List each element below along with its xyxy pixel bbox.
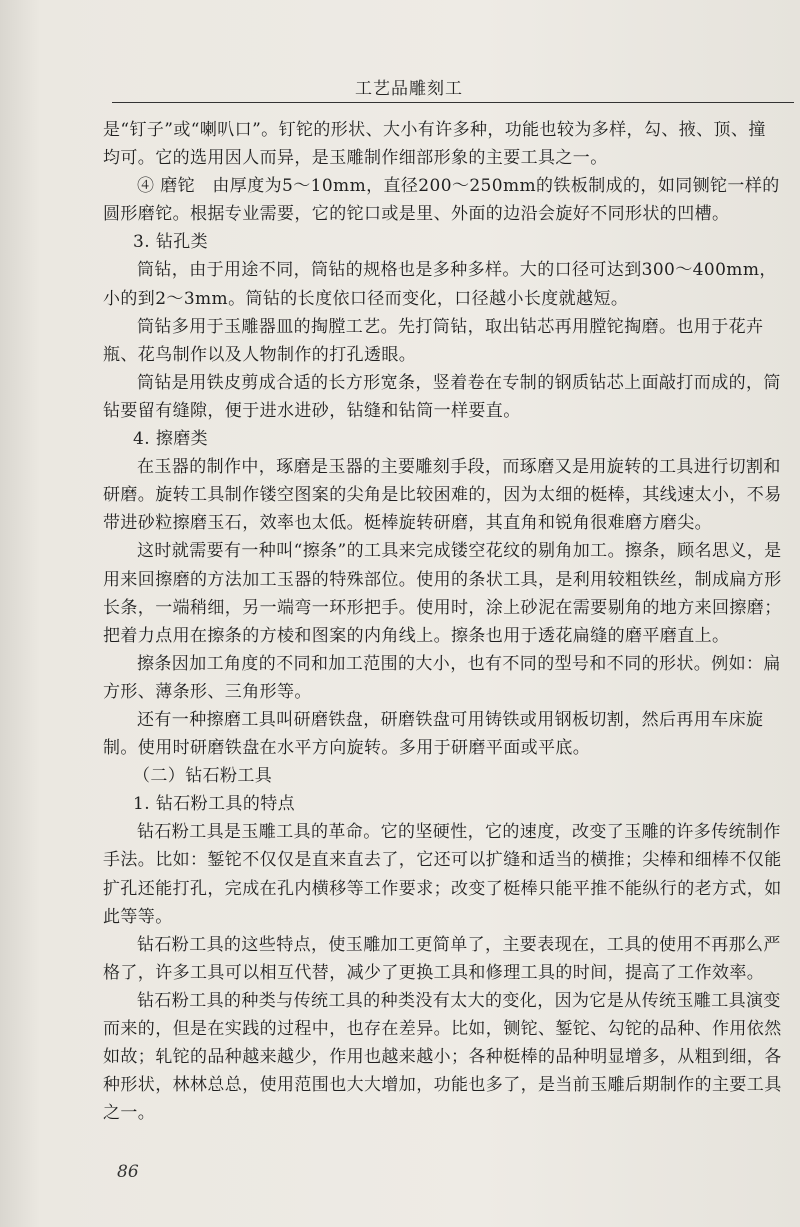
paragraph: 筒钻，由于用途不同，筒钻的规格也是多种多样。大的口径可达到300～400mm，小的到2～3mm。筒钻的长度依口径而变化，口径越小长度就越短。	[103, 260, 777, 309]
section-heading: 4. 擦磨类	[133, 429, 209, 450]
paragraph: 还有一种擦磨工具叫研磨铁盘，研磨铁盘可用铸铁或用钢板切割，然后再用车床旋制。使用时研磨铁盘在水平方向旋转。多用于研磨平面或平底。	[103, 709, 764, 759]
section-heading: （二）钻石粉工具	[133, 766, 273, 787]
paragraph: 擦条因加工角度的不同和加工范围的大小，也有不同的型号和不同的形状。例如：扁方形、薄条形、三角形等。	[103, 653, 781, 702]
paragraph: 筒钻多用于玉雕器皿的掏膛工艺。先打筒钻，取出钻芯再用膛铊掏磨。也用于花卉瓶、花鸟制作以及人物制作的打孔透眼。	[103, 316, 764, 365]
paragraph: 筒钻是用铁皮剪成合适的长方形宽条，竖着卷在专制的钢质钻芯上面敲打而成的，筒钻要留有缝隙，便于进水进砂，钻缝和钻筒一样要直。	[103, 372, 781, 421]
running-head: 工艺品雕刻工	[355, 79, 463, 99]
header-rule	[112, 102, 794, 103]
section-heading: 1. 钻石粉工具的特点	[133, 794, 296, 815]
paragraph: 钻石粉工具的这些特点，使玉雕加工更简单了，主要表现在，工具的使用不再那么严格了，许多工具可以相互代替，减少了更换工具和修理工具的时间，提高了工作效率。	[103, 934, 781, 983]
paragraph: 钻石粉工具是玉雕工具的革命。它的坚硬性，它的速度，改变了玉雕的许多传统制作手法。比如：錾铊不仅仅是直来直去了，它还可以扩缝和适当的横推；尖棒和细棒不仅能扩孔还能打孔，完成在孔内横移等工作要求；改变了梃棒只能平推不能纵行的老方式，如此等等。	[103, 822, 782, 927]
paragraph: 是“钉子”或“喇叭口”。钉铊的形状、大小有许多种，功能也较为多样，勾、掖、顶、撞均可。它的选用因人而异，是玉雕制作细部形象的主要工具之一。	[103, 120, 766, 169]
paragraph: 这时就需要有一种叫“擦条”的工具来完成镂空花纹的剔角加工。擦条，顾名思义，是用来回擦磨的方法加工玉器的特殊部位。使用的条状工具，是利用较粗铁丝，制成扁方形长条，一端稍细，另一端弯一环形把手。使用时，涂上砂泥在需要剔角的地方来回擦磨；把着力点用在擦条的方棱和图案的内角线上。擦条也用于透花扁缝的磨平磨直上。	[103, 541, 782, 646]
page-body	[103, 116, 783, 1127]
section-heading: 3. 钻孔类	[133, 232, 209, 253]
paragraph: 钻石粉工具的种类与传统工具的种类没有太大的变化，因为它是从传统玉雕工具演变而来的，但是在实践的过程中，也存在差异。比如，铡铊、錾铊、勾铊的品种、作用依然如故；轧铊的品种越来越少，作用也越来越小；各种梃棒的品种明显增多，从粗到细，各种形状，林林总总，使用范围也大大增加，功能也多了，是当前玉雕后期制作的主要工具之一。	[103, 990, 782, 1124]
paragraph: 在玉器的制作中，琢磨是玉器的主要雕刻手段，而琢磨又是用旋转的工具进行切割和研磨。旋转工具制作镂空图案的尖角是比较困难的，因为太细的梃棒，其线速太小，不易带进砂粒擦磨玉石，效率也太低。梃棒旋转研磨，其直角和锐角很难磨方磨尖。	[103, 457, 782, 534]
page-number: 86	[117, 1162, 139, 1182]
paragraph: ④ 磨铊 由厚度为5～10mm，直径200～250mm的铁板制成的，如同铡铊一样的圆形磨铊。根据专业需要，它的铊口或是里、外面的边沿会旋好不同形状的凹槽。	[103, 176, 780, 225]
